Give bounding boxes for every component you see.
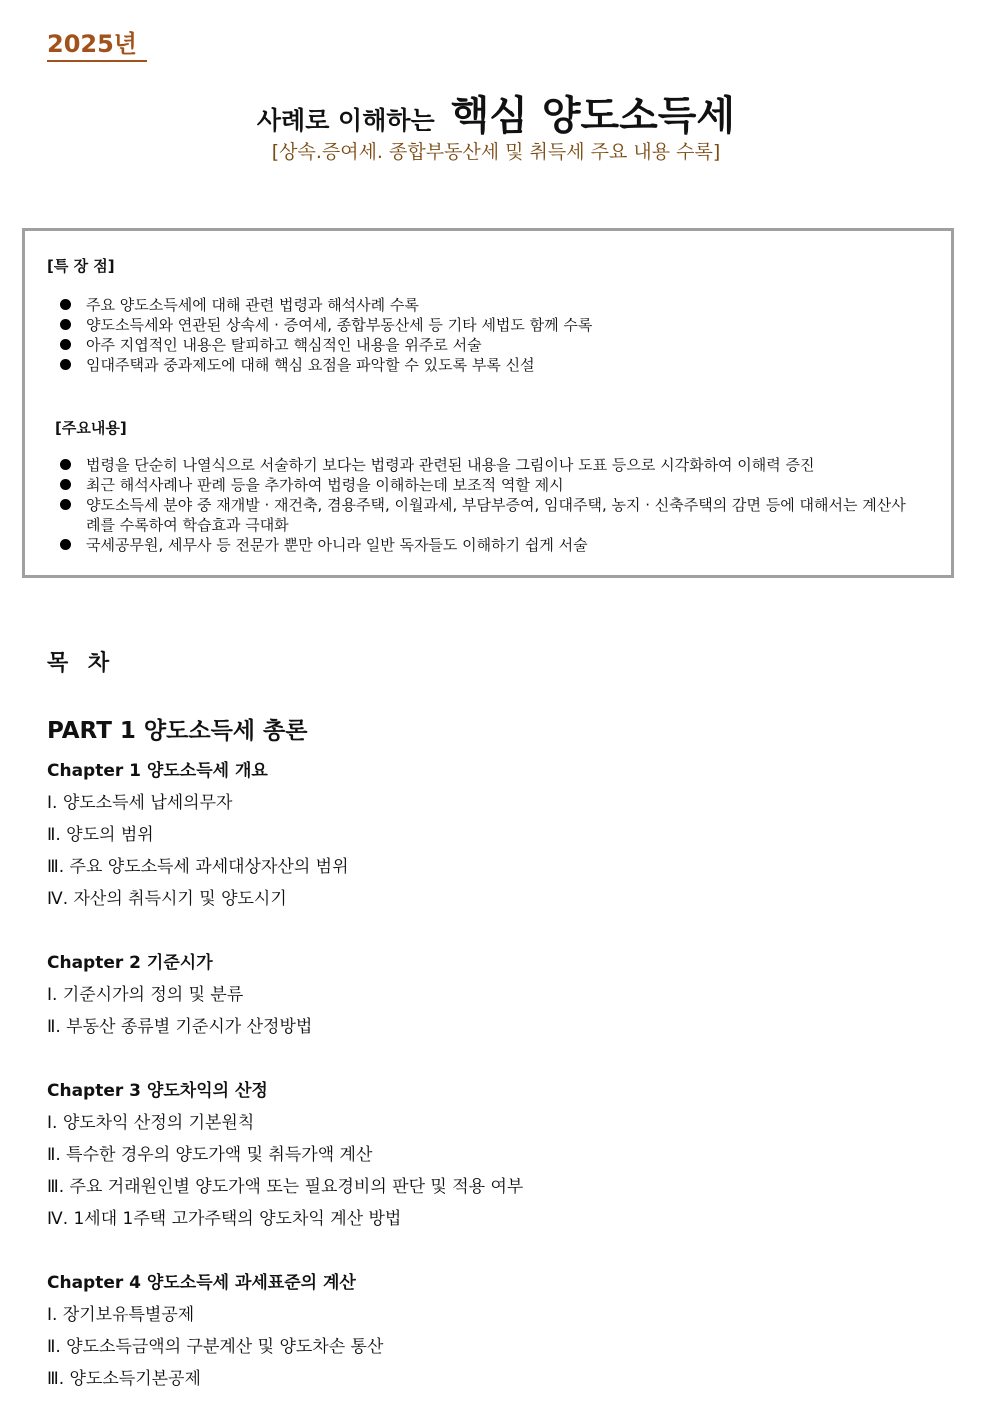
bullet-icon <box>60 539 71 550</box>
toc-item: Ⅲ. 주요 거래원인별 양도가액 또는 필요경비의 판단 및 적용 여부 <box>47 1177 524 1197</box>
year-label: 2025년 <box>47 28 147 62</box>
bullet-icon <box>60 319 71 330</box>
part-title: PART 1 양도소득세 총론 <box>47 718 308 744</box>
toc-heading: 목 차 <box>47 651 116 676</box>
toc-item: Ⅱ. 양도소득금액의 구분계산 및 양도차손 통산 <box>47 1337 384 1357</box>
toc-item: Ⅱ. 양도의 범위 <box>47 825 154 845</box>
chapter-title: Chapter 4 양도소득세 과세표준의 계산 <box>47 1273 356 1293</box>
list-item: 아주 지엽적인 내용은 탈피하고 핵심적인 내용을 위주로 서술 <box>60 335 592 355</box>
features-list <box>60 295 592 375</box>
title-main: 핵심 양도소득세 <box>450 93 736 139</box>
book-title <box>0 84 992 141</box>
chapter-title: Chapter 2 기준시가 <box>47 953 213 973</box>
toc-item: Ⅳ. 1세대 1주택 고가주택의 양도차익 계산 방법 <box>47 1209 402 1229</box>
chapter-title: Chapter 1 양도소득세 개요 <box>47 761 268 781</box>
contents-list <box>60 455 940 555</box>
toc-item: Ⅰ. 장기보유특별공제 <box>47 1305 195 1325</box>
toc-item: Ⅱ. 부동산 종류별 기준시가 산정방법 <box>47 1017 313 1037</box>
list-item: 법령을 단순히 나열식으로 서술하기 보다는 법령과 관련된 내용을 그림이나 도표 등으로 시각화하여 이해력 증진 <box>60 455 940 475</box>
bullet-icon <box>60 359 71 370</box>
chapter-title: Chapter 3 양도차익의 산정 <box>47 1081 268 1101</box>
toc-item: Ⅳ. 자산의 취득시기 및 양도시기 <box>47 889 287 909</box>
list-item: 양도소득세 분야 중 재개발 · 재건축, 겸용주택, 이월과세, 부담부증여, 임대주택, 농지 · 신축주택의 감면 등에 대해서는 계산사례를 수록하여 학습효과 극대화 <box>60 495 906 535</box>
toc-item: Ⅱ. 특수한 경우의 양도가액 및 취득가액 계산 <box>47 1145 373 1165</box>
features-heading: [특 장 점] <box>47 257 115 275</box>
bullet-icon <box>60 499 71 510</box>
bullet-icon <box>60 479 71 490</box>
contents-heading: [주요내용] <box>55 419 127 437</box>
book-subtitle: [상속.증여세. 종합부동산세 및 취득세 주요 내용 수록] <box>271 141 721 163</box>
list-item: 국세공무원, 세무사 등 전문가 뿐만 아니라 일반 독자들도 이해하기 쉽게 서술 <box>60 535 940 555</box>
bullet-icon <box>60 299 71 310</box>
list-item: 임대주택과 중과제도에 대해 핵심 요점을 파악할 수 있도록 부록 신설 <box>60 355 592 375</box>
toc-item: Ⅰ. 양도차익 산정의 기본원칙 <box>47 1113 255 1133</box>
list-item: 양도소득세와 연관된 상속세 · 증여세, 종합부동산세 등 기타 세법도 함께 수록 <box>60 315 592 335</box>
toc-item: Ⅲ. 주요 양도소득세 과세대상자산의 범위 <box>47 857 349 877</box>
list-item: 최근 해석사례나 판례 등을 추가하여 법령을 이해하는데 보조적 역할 제시 <box>60 475 940 495</box>
bullet-icon <box>60 459 71 470</box>
list-item: 주요 양도소득세에 대해 관련 법령과 해석사례 수록 <box>60 295 592 315</box>
toc-item: Ⅲ. 양도소득기본공제 <box>47 1369 201 1389</box>
toc-item: Ⅰ. 양도소득세 납세의무자 <box>47 793 233 813</box>
bullet-icon <box>60 339 71 350</box>
title-prefix: 사례로 이해하는 <box>256 106 435 135</box>
summary-box <box>22 228 954 578</box>
toc-item: Ⅰ. 기준시가의 정의 및 분류 <box>47 985 244 1005</box>
